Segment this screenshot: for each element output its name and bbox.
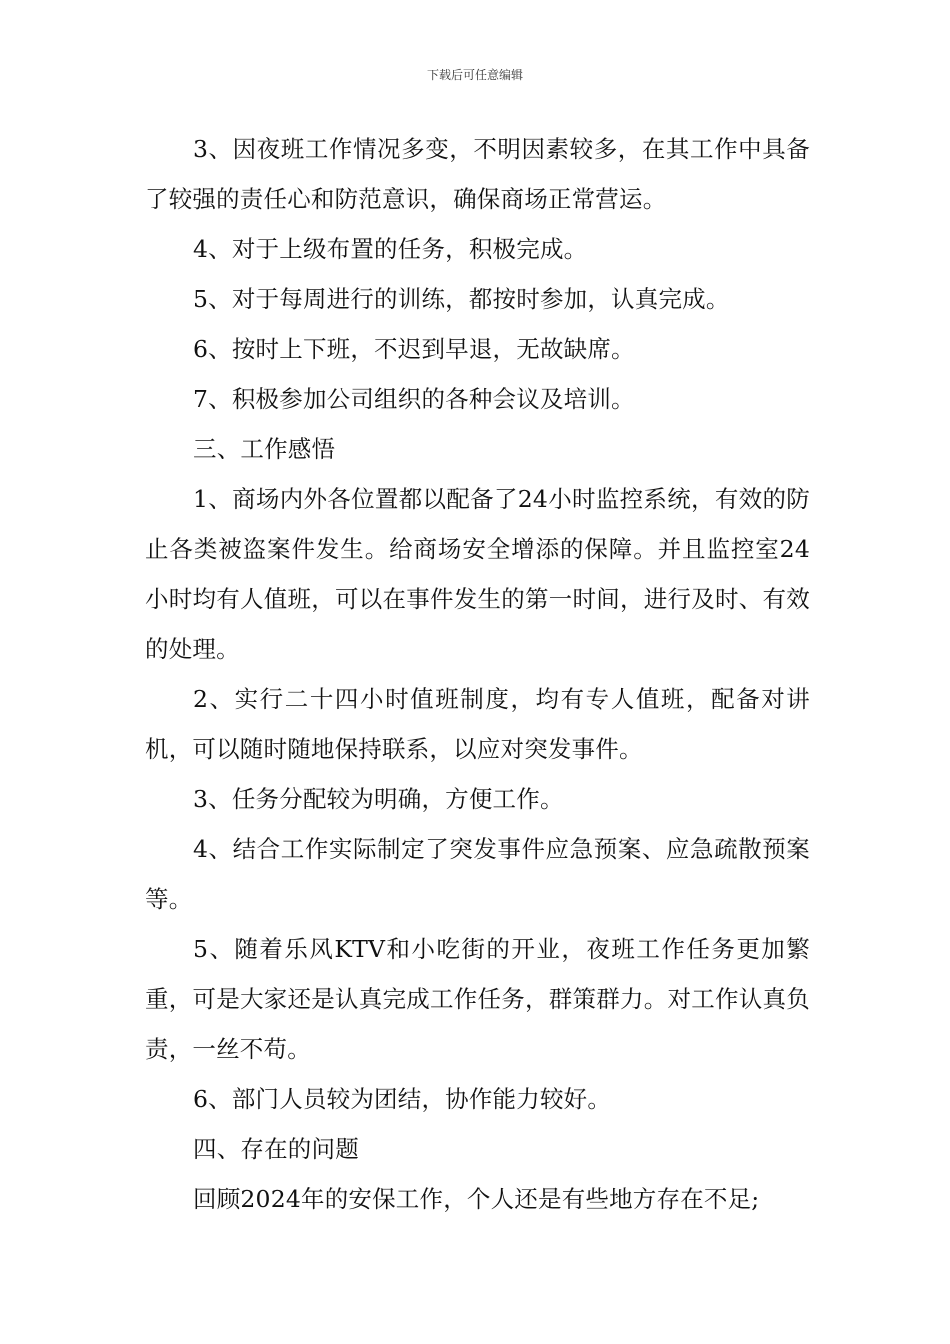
- paragraph-review-2024: 回顾2024年的安保工作，个人还是有些地方存在不足;: [193, 1185, 760, 1213]
- document-body: [145, 124, 810, 1224]
- page-header: 下载后可任意编辑: [426, 68, 523, 82]
- section-heading-problems: 四、存在的问题: [193, 1135, 359, 1163]
- section-heading-insights: 三、工作感悟: [193, 435, 336, 463]
- paragraph-night-shift-vigilance: 3、因夜班工作情况多变，不明因素较多，在其工作中具备了较强的责任心和防范意识，确保商场正常营运。: [145, 135, 810, 213]
- paragraph-task-assignment: 3、任务分配较为明确，方便工作。: [193, 785, 564, 813]
- paragraph-team-unity: 6、部门人员较为团结，协作能力较好。: [193, 1085, 612, 1113]
- paragraph-meetings-training: 7、积极参加公司组织的各种会议及培训。: [193, 385, 635, 413]
- paragraph-24h-duty: 2、实行二十四小时值班制度，均有专人值班，配备对讲机，可以随时随地保持联系，以应对突发事件。: [145, 685, 810, 763]
- paragraph-emergency-plans: 4、结合工作实际制定了突发事件应急预案、应急疏散预案等。: [145, 835, 810, 913]
- paragraph-ktv-opening: 5、随着乐风KTV和小吃街的开业，夜班工作任务更加繁重，可是大家还是认真完成工作任务，群策群力。对工作认真负责，一丝不苟。: [145, 935, 810, 1063]
- paragraph-monitoring-system: 1、商场内外各位置都以配备了24小时监控系统，有效的防止各类被盗案件发生。给商场安全增添的保障。并且监控室24小时均有人值班，可以在事件发生的第一时间，进行及时、有效的处理。: [145, 485, 810, 663]
- paragraph-punctuality: 6、按时上下班，不迟到早退，无故缺席。: [193, 335, 635, 363]
- paragraph-superior-tasks: 4、对于上级布置的任务，积极完成。: [193, 235, 588, 263]
- paragraph-weekly-training: 5、对于每周进行的训练，都按时参加，认真完成。: [193, 285, 730, 313]
